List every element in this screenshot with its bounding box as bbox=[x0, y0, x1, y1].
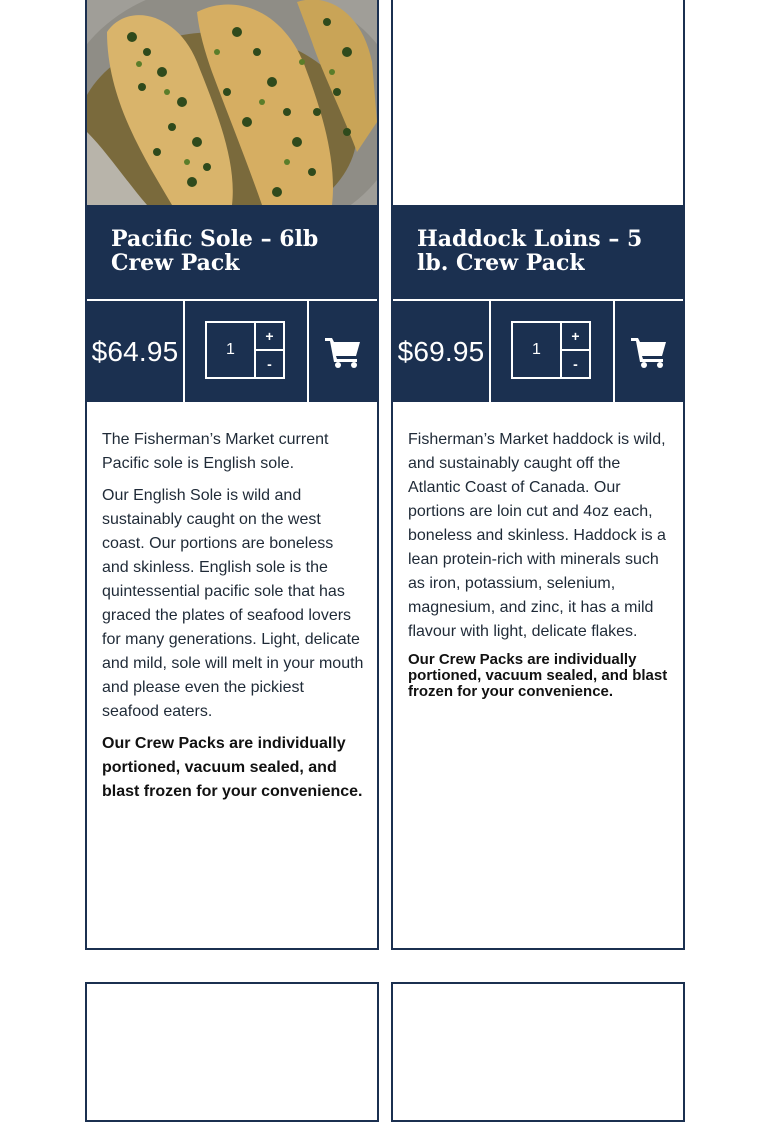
description-paragraph: Fisherman’s Market haddock is wild, and sustainably caught off the Atlantic Coast of Canada. Our portions are loin cut and 4oz each, boneless and skinless. Haddock is a lean protein-rich with minerals such as iron, potassium, selenium, magnesium, and zinc, it has a mild flavour with light, delicate flakes. bbox=[408, 431, 666, 640]
product-card-haddock-loins bbox=[391, 0, 685, 950]
product-image-placeholder[interactable] bbox=[393, 0, 683, 205]
product-price: $64.95 bbox=[87, 301, 183, 402]
quantity-increase-button[interactable]: + bbox=[562, 323, 589, 351]
quantity-input[interactable]: 1 bbox=[513, 323, 562, 377]
product-title-band bbox=[393, 205, 683, 299]
quantity-decrease-button[interactable]: - bbox=[267, 356, 272, 372]
crew-pack-note: Our Crew Packs are individually portioned, vacuum sealed, and blast frozen for your convenience. bbox=[102, 735, 363, 800]
product-card[interactable] bbox=[391, 982, 685, 1122]
product-description bbox=[102, 428, 364, 812]
quantity-box bbox=[511, 321, 591, 379]
quantity-box bbox=[205, 321, 285, 379]
add-to-cart-button[interactable] bbox=[615, 301, 683, 402]
fish-fillet-photo bbox=[87, 0, 377, 205]
product-title[interactable]: Haddock Loins – 5 lb. Crew Pack bbox=[417, 226, 643, 276]
shopping-cart-icon bbox=[631, 336, 667, 368]
description-paragraph: Our English Sole is wild and sustainably caught on the west coast. Our portions are boneless and skinless. English sole is the quintessential pacific sole that has graced the plates of seafood lovers for many generations. Light, delicate and mild, sole will melt in your mouth and please even the pickiest seafood eaters. bbox=[102, 487, 364, 720]
product-card[interactable] bbox=[85, 982, 379, 1122]
product-title-band bbox=[87, 205, 377, 299]
quantity-decrease-button[interactable]: - bbox=[573, 356, 578, 372]
quantity-input[interactable]: 1 bbox=[207, 323, 256, 377]
purchase-row bbox=[87, 301, 377, 402]
product-price: $69.95 bbox=[393, 301, 489, 402]
add-to-cart-button[interactable] bbox=[309, 301, 377, 402]
shopping-cart-icon bbox=[325, 336, 361, 368]
product-card-pacific-sole bbox=[85, 0, 379, 950]
crew-pack-note: Our Crew Packs are individually portioned, vacuum sealed, and blast frozen for your convenience. bbox=[408, 651, 668, 700]
quantity-stepper bbox=[185, 301, 307, 402]
product-description bbox=[408, 428, 670, 708]
quantity-increase-button[interactable]: + bbox=[256, 323, 283, 351]
product-title[interactable]: Pacific Sole – 6lb Crew Pack bbox=[111, 226, 319, 276]
quantity-stepper bbox=[491, 301, 613, 402]
product-image-sole[interactable] bbox=[87, 0, 377, 205]
purchase-row bbox=[393, 301, 683, 402]
description-paragraph: The Fisherman’s Market current Pacific sole is English sole. bbox=[102, 431, 329, 472]
